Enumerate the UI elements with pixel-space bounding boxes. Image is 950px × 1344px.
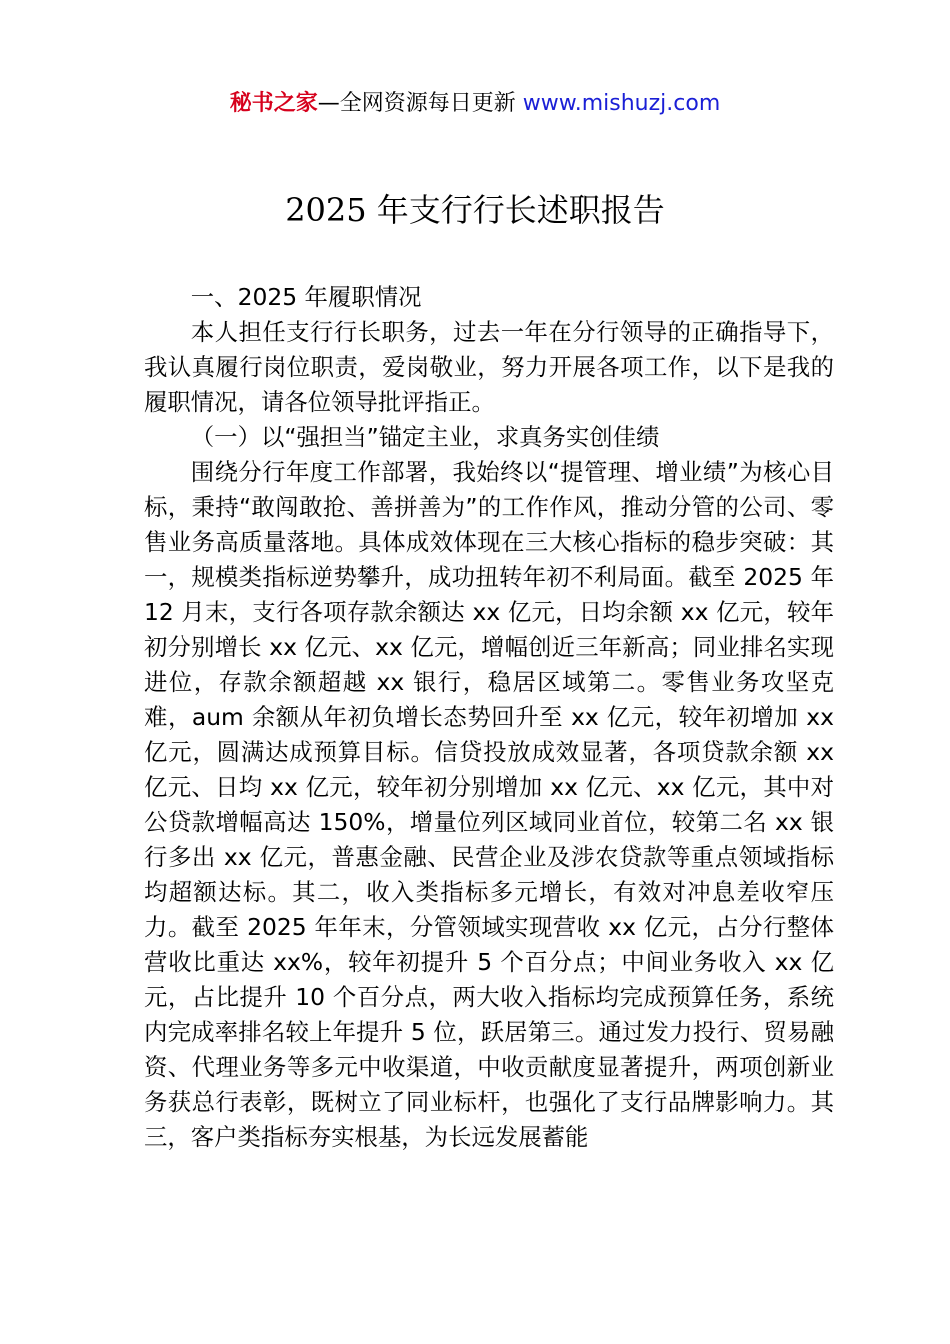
site-url-link[interactable]: www.mishuzj.com (522, 91, 721, 116)
site-brand: 秘书之家 (229, 91, 318, 116)
site-header (0, 88, 950, 120)
header-tagline: —全网资源每日更新 (317, 91, 516, 116)
section-heading: 一、2025 年履职情况 (190, 283, 422, 311)
intro-paragraph: 本人担任支行行长职务，过去一年在分行领导的正确指导下，我认真履行岗位职责，爱岗敬业，努力开展各项工作，以下是我的履职情况，请各位领导批评指正。 (144, 318, 834, 416)
document-body (144, 280, 834, 1155)
body-paragraph: 围绕分行年度工作部署，我始终以“提管理、增业绩”为核心目标，秉持“敢闯敢抢、善拼善为”的工作作风，推动分管的公司、零售业务高质量落地。具体成效体现在三大核心指标的稳步突破：其一，规模类指标逆势攀升，成功扭转年初不利局面。截至 2025 年 12 月末，支行各项存款余额达 xx 亿元，日均余额 xx 亿元，较年初分别增长 xx 亿元、xx 亿元，增幅创近三年新高；同业排名实现进位，存款余额超越 xx 银行，稳居区域第二。零售业务攻坚克难，aum 余额从年初负增长态势回升至 xx 亿元，较年初增加 xx 亿元，圆满达成预算目标。信贷投放成效显著，各项贷款余额 xx 亿元、日均 xx 亿元，较年初分别增加 xx 亿元、xx 亿元，其中对公贷款增幅高达 150%，增量位列区域同业首位，较第二名 xx 银行多出 xx 亿元，普惠金融、民营企业及涉农贷款等重点领域指标均超额达标。其二，收入类指标多元增长，有效对冲息差收窄压力。截至 2025 年年末，分管领域实现营收 xx 亿元，占分行整体营收比重达 xx%，较年初提升 5 个百分点；中间业务收入 xx 亿元，占比提升 10 个百分点，两大收入指标均完成预算任务，系统内完成率排名较上年提升 5 位，跃居第三。通过发力投行、贸易融资、代理业务等多元中收渠道，中收贡献度显著提升，两项创新业务获总行表彰，既树立了同业标杆，也强化了支行品牌影响力。其三，客户类指标夯实根基，为长远发展蓄能 (144, 458, 834, 1151)
document-title: 2025 年支行行长述职报告 (285, 191, 665, 229)
subsection-heading: （一）以“强担当”锚定主业，求真务实创佳绩 (190, 423, 660, 451)
